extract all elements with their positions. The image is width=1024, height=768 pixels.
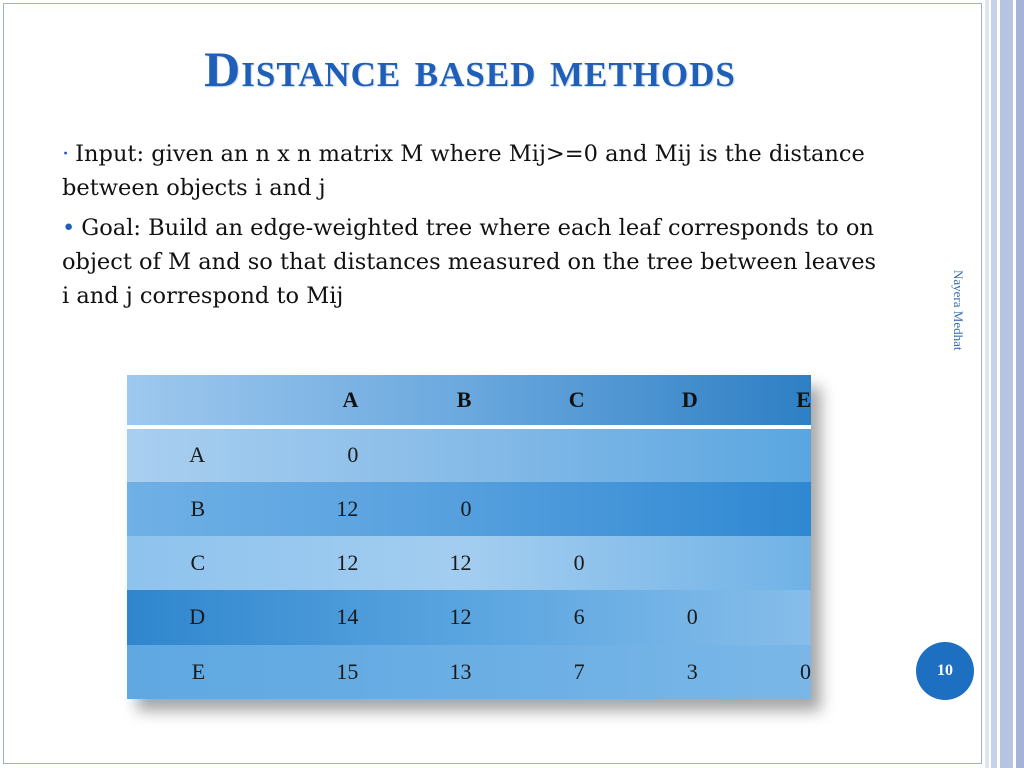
table-cell [698,482,811,536]
table-cell [585,536,698,590]
table-row [127,482,811,536]
table-cell: 3 [686,658,698,684]
table-header-row [127,375,811,427]
bullet-input [62,137,882,205]
table-cell: 12 [449,604,472,630]
table-row [127,590,811,644]
table-cell: 7 [573,658,585,684]
table-cell: 13 [449,658,472,684]
table-cell: 12 [449,550,472,576]
table-cell [698,590,811,644]
table-cell [471,482,584,536]
header-cell: D [681,387,698,413]
distance-matrix-table [127,375,811,699]
table-cell: 0 [573,550,585,576]
author-label: Nayera Medhat [951,270,966,351]
bullet-text: Goal: Build an edge-weighted tree where each leaf corresponds to on object of M and so that distances measured on the tree between leaves i and j correspond to Mij [62,215,877,309]
table-cell: 6 [573,604,585,630]
decor-stripe [1000,0,1013,768]
decor-stripe [985,0,989,768]
bullet-marker: • [62,215,76,241]
table-cell [585,482,698,536]
table-cell [358,427,471,481]
table-cell: 0 [800,658,811,684]
table-row [127,427,811,481]
row-label: D [189,604,206,630]
table-cell [585,427,698,481]
decor-stripe [1016,0,1024,768]
row-label: B [190,495,206,521]
table-cell [698,427,811,481]
distance-matrix [127,375,811,699]
header-cell: C [568,387,585,413]
table-cell: 14 [336,604,359,630]
table-cell: 0 [347,442,359,468]
table-cell: 0 [686,604,698,630]
table-row [127,536,811,590]
table-cell: 12 [336,550,359,576]
bullet-marker: · [62,141,70,167]
table-row [127,645,811,699]
table-cell [471,427,584,481]
header-cell: A [342,387,359,413]
table-cell [698,536,811,590]
row-label: A [189,442,206,468]
table-cell: 12 [336,495,359,521]
page-number-badge: 10 [916,642,974,700]
row-label: E [191,658,206,684]
header-cell: E [796,387,811,413]
bullet-goal [62,211,882,313]
bullet-text: Input: given an n x n matrix M where Mij>=0 and Mij is the distance between objects i and j [62,141,865,201]
header-cell: B [456,387,472,413]
table-cell: 0 [460,495,472,521]
header-cell [127,375,245,427]
table-cell: 15 [336,658,359,684]
slide-title: Distance based methods [204,41,736,97]
row-label: C [190,550,206,576]
